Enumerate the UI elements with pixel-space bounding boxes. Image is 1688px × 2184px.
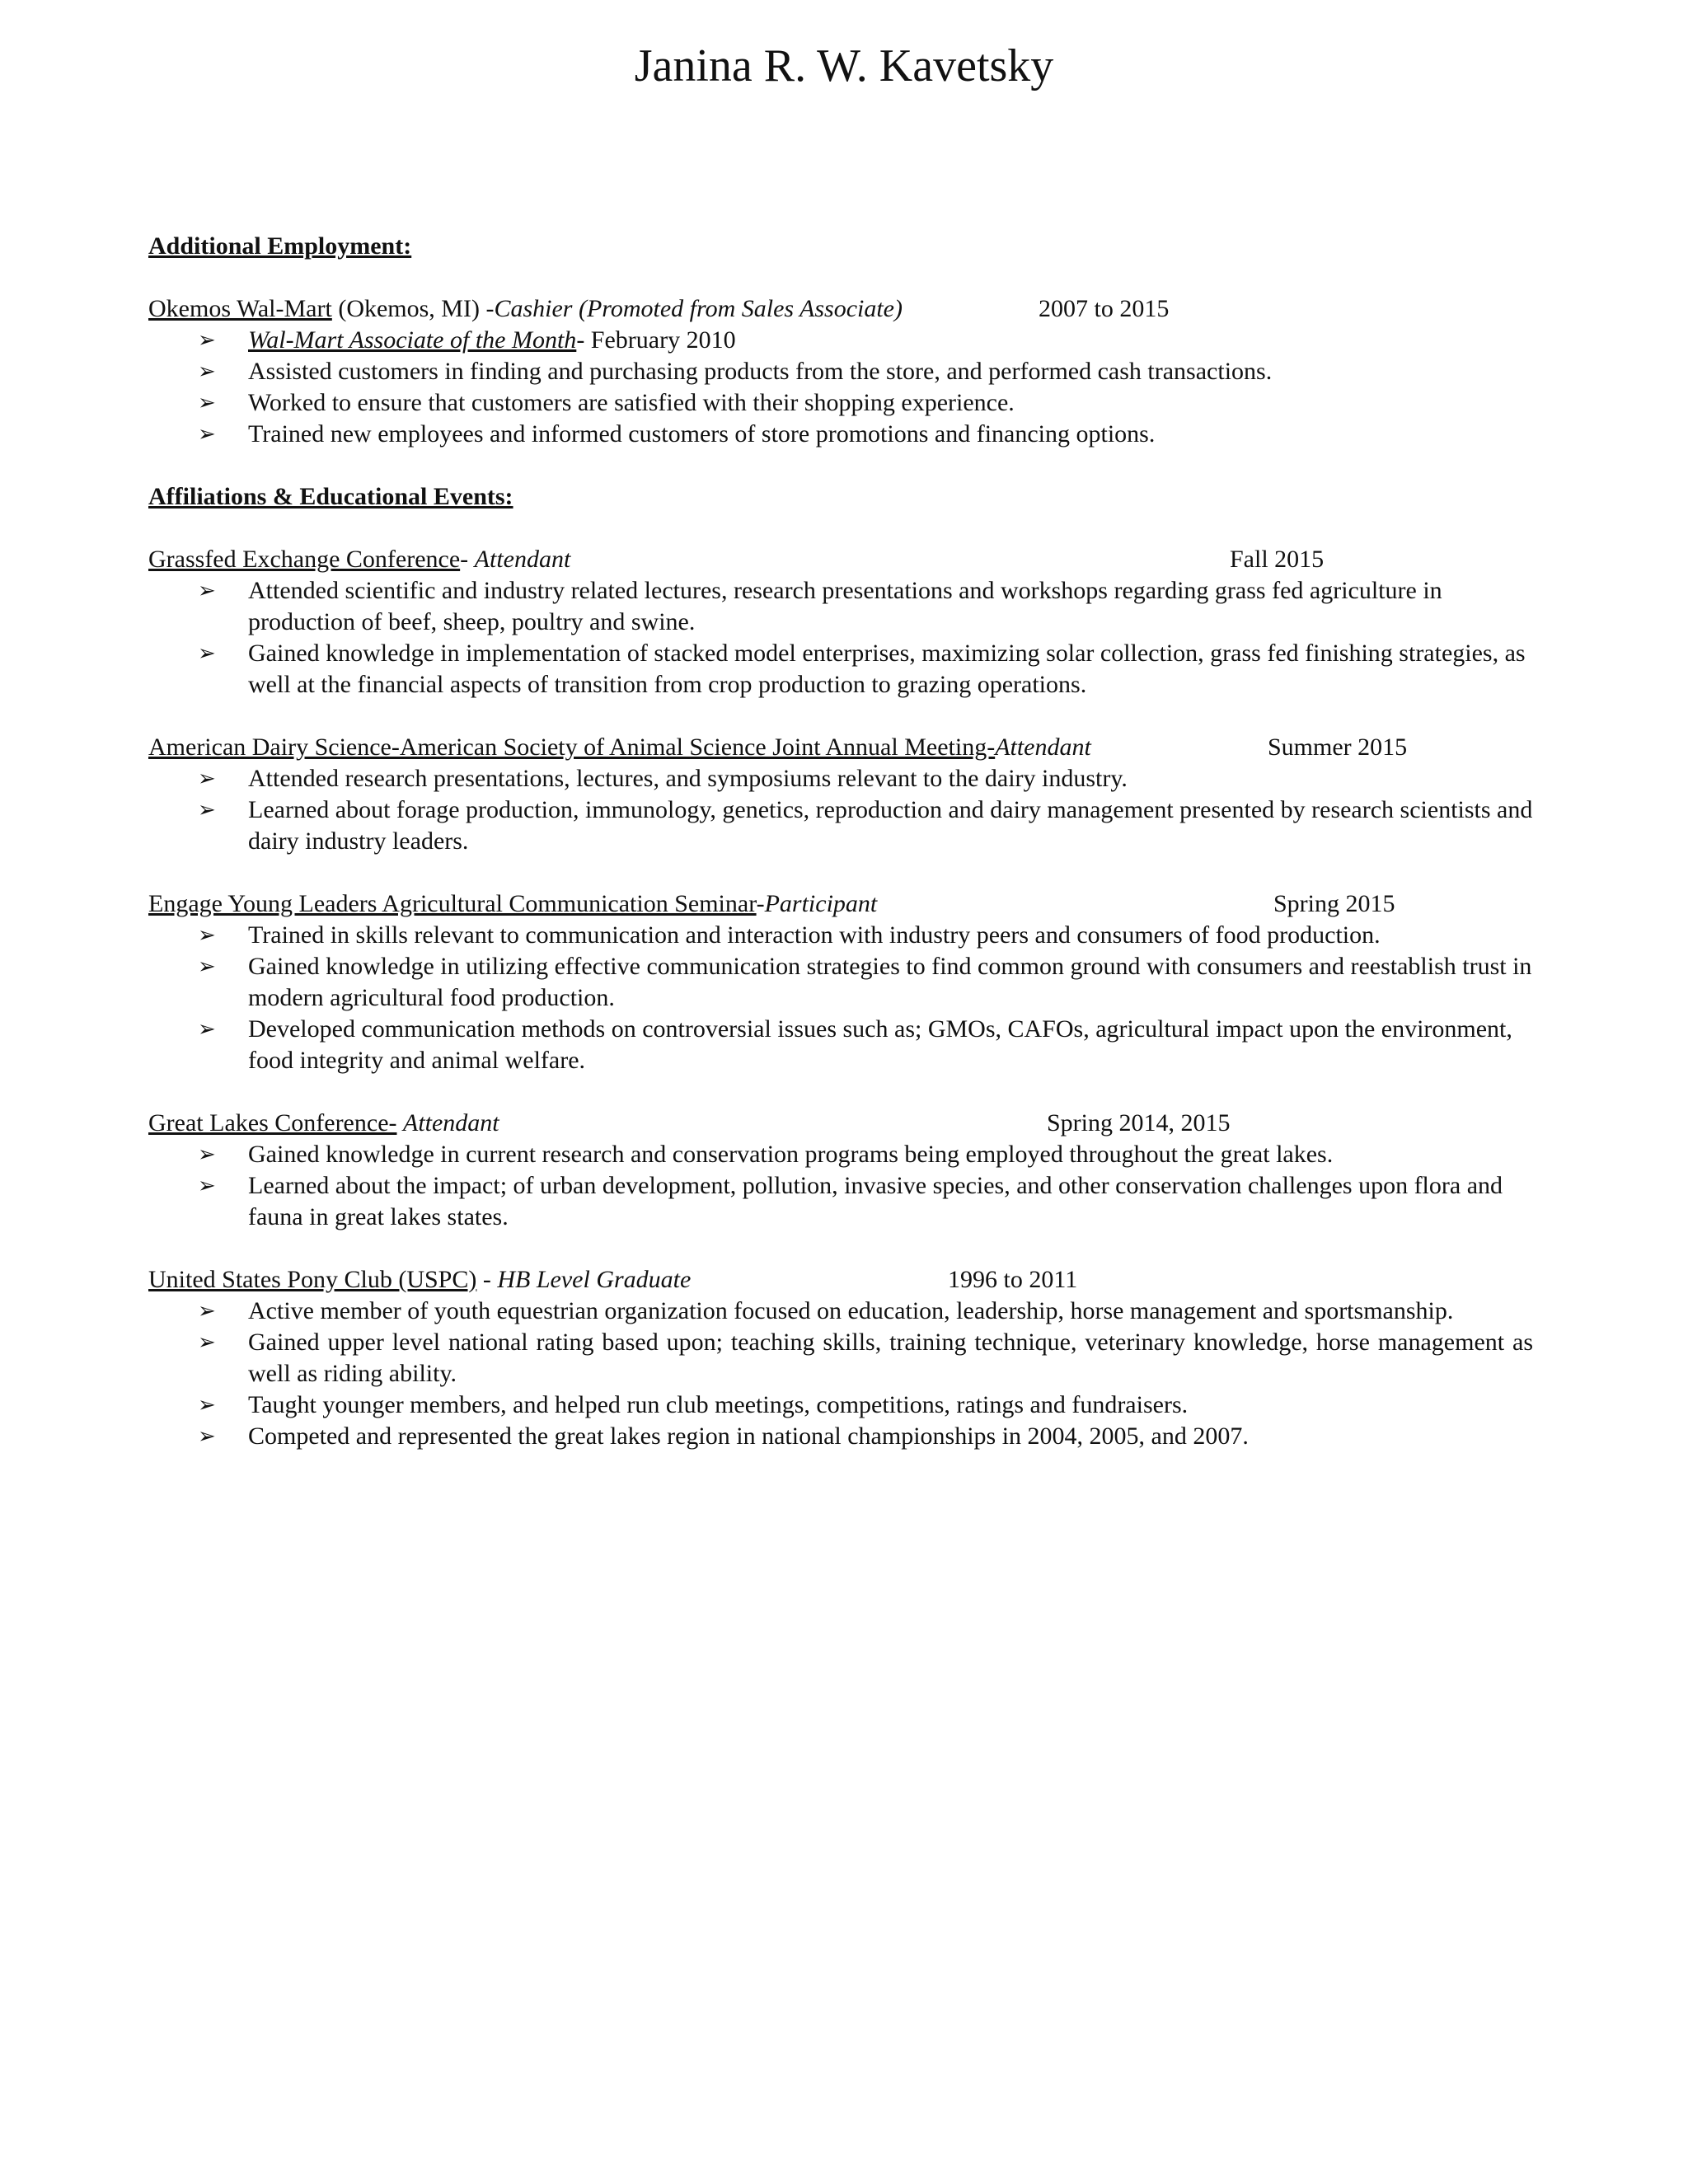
award-date: - February 2010 — [576, 326, 736, 354]
list-item — [148, 325, 1533, 356]
employer-location: (Okemos, MI) - — [331, 295, 495, 322]
arrowhead-bullet-icon: ➢ — [198, 954, 216, 979]
separator: - — [476, 1266, 498, 1293]
bullet-text: Trained new employees and informed customers of store promotions and financing options. — [248, 420, 1156, 448]
list-item — [148, 356, 1533, 387]
list-item — [148, 1014, 1533, 1076]
section-heading-employment: Additional Employment: — [148, 232, 412, 260]
bullet-list — [148, 575, 1533, 701]
event-role: Attendant — [403, 1109, 499, 1137]
arrowhead-bullet-icon: ➢ — [198, 328, 216, 353]
event-name: Grassfed Exchange Conference — [148, 546, 461, 573]
bullet-list — [148, 1139, 1533, 1233]
entry-dates: 1996 to 2011 — [948, 1266, 1078, 1293]
arrowhead-bullet-icon: ➢ — [198, 641, 216, 666]
entry-dates: Spring 2014, 2015 — [1047, 1109, 1231, 1137]
arrowhead-bullet-icon: ➢ — [198, 391, 216, 415]
list-item — [148, 763, 1533, 794]
list-item — [148, 794, 1533, 857]
bullet-text: Gained knowledge in utilizing effective communication strategies to find common ground with consumers and reestablish trust in modern agricultural food production. — [248, 953, 1532, 1011]
bullet-text: Assisted customers in finding and purchasing products from the store, and performed cash transactions. — [248, 358, 1273, 385]
event-role: Participant — [764, 890, 878, 917]
entry-dates: 2007 to 2015 — [1039, 295, 1170, 322]
entry-dates: Fall 2015 — [1230, 546, 1325, 573]
bullet-text: Active member of youth equestrian organization focused on education, leadership, horse management and sportsmanship. — [248, 1297, 1454, 1324]
employer-name: Okemos Wal-Mart — [148, 295, 332, 322]
section-heading-affiliations: Affiliations & Educational Events: — [148, 483, 513, 510]
entry-header — [148, 732, 1533, 763]
award-title: Wal-Mart Associate of the Month — [248, 326, 577, 354]
arrowhead-bullet-icon: ➢ — [198, 422, 216, 447]
bullet-text: Developed communication methods on controversial issues such as; GMOs, CAFOs, agricultural impact upon the environment, food integrity and animal welfare. — [248, 1015, 1512, 1074]
affiliation-entry-grassfed — [148, 544, 1533, 701]
entry-dates: Summer 2015 — [1268, 733, 1408, 761]
arrowhead-bullet-icon: ➢ — [198, 766, 216, 791]
arrowhead-bullet-icon: ➢ — [198, 1330, 216, 1355]
separator — [397, 1109, 404, 1137]
list-item — [148, 387, 1533, 419]
list-item — [148, 951, 1533, 1014]
bullet-text: Learned about the impact; of urban development, pollution, invasive species, and other conservation challenges upon flora and fauna in great lakes states. — [248, 1172, 1503, 1230]
bullet-text: Gained upper level national rating based upon; teaching skills, training technique, veterinary knowledge, horse management as well as riding ability. — [248, 1329, 1533, 1387]
arrowhead-bullet-icon: ➢ — [198, 1017, 216, 1042]
job-title: Cashier (Promoted from Sales Associate) — [494, 295, 903, 322]
arrowhead-bullet-icon: ➢ — [198, 1174, 216, 1198]
event-name: United States Pony Club (USPC) — [148, 1266, 477, 1293]
separator: - — [756, 890, 765, 917]
event-role: HB Level Graduate — [497, 1266, 692, 1293]
list-item — [148, 1296, 1533, 1327]
bullet-text: Gained knowledge in implementation of stacked model enterprises, maximizing solar collection, grass fed finishing strategies, as well at the financial aspects of transition from crop production to grazing operations. — [248, 640, 1526, 698]
bullet-list — [148, 763, 1533, 857]
bullet-text: Taught younger members, and helped run club meetings, competitions, ratings and fundraisers. — [248, 1391, 1189, 1418]
arrowhead-bullet-icon: ➢ — [198, 579, 216, 603]
list-item — [148, 1327, 1533, 1390]
bullet-text: Worked to ensure that customers are satisfied with their shopping experience. — [248, 389, 1015, 416]
affiliation-entry-uspc — [148, 1264, 1533, 1452]
bullet-text: Gained knowledge in current research and conservation programs being employed throughout the great lakes. — [248, 1141, 1334, 1168]
affiliation-entry-greatlakes — [148, 1108, 1533, 1233]
list-item — [148, 920, 1533, 951]
list-item — [148, 1170, 1533, 1233]
bullet-list — [148, 325, 1533, 450]
arrowhead-bullet-icon: ➢ — [198, 1299, 216, 1324]
bullet-text: Attended research presentations, lectures, and symposiums relevant to the dairy industry. — [248, 765, 1128, 792]
arrowhead-bullet-icon: ➢ — [198, 1393, 216, 1418]
page-title: Janina R. W. Kavetsky — [634, 40, 1054, 91]
arrowhead-bullet-icon: ➢ — [198, 798, 216, 823]
list-item — [148, 1390, 1533, 1421]
arrowhead-bullet-icon: ➢ — [198, 1424, 216, 1449]
list-item — [148, 1421, 1533, 1452]
entry-header — [148, 888, 1533, 920]
employment-entry-walmart — [148, 293, 1533, 450]
event-role: Attendant — [995, 733, 1091, 761]
list-item — [148, 638, 1533, 701]
arrowhead-bullet-icon: ➢ — [198, 359, 216, 384]
entry-header — [148, 1108, 1533, 1139]
bullet-list — [148, 1296, 1533, 1452]
entry-header — [148, 544, 1533, 575]
entry-dates: Spring 2015 — [1273, 890, 1395, 917]
affiliation-entry-engage — [148, 888, 1533, 1076]
list-item — [148, 419, 1533, 450]
bullet-text: Trained in skills relevant to communication and interaction with industry peers and consumers of food production. — [248, 921, 1381, 949]
event-name: Great Lakes Conference- — [148, 1109, 397, 1137]
list-item — [148, 1139, 1533, 1170]
event-name: American Dairy Science-American Society of Animal Science Joint Annual Meeting- — [148, 733, 996, 761]
resume-body — [148, 231, 1533, 1452]
bullet-text: Competed and represented the great lakes region in national championships in 2004, 2005, and 2007. — [248, 1422, 1249, 1450]
bullet-list — [148, 920, 1533, 1076]
list-item — [148, 575, 1533, 638]
entry-header — [148, 293, 1533, 325]
event-name: Engage Young Leaders Agricultural Communication Seminar — [148, 890, 757, 917]
arrowhead-bullet-icon: ➢ — [198, 1142, 216, 1167]
separator: - — [460, 546, 475, 573]
affiliation-entry-adsa — [148, 732, 1533, 857]
bullet-text: Learned about forage production, immunology, genetics, reproduction and dairy management presented by research scientists and dairy industry leaders. — [248, 796, 1533, 855]
event-role: Attendant — [474, 546, 571, 573]
entry-header — [148, 1264, 1533, 1296]
arrowhead-bullet-icon: ➢ — [198, 923, 216, 948]
bullet-text: Attended scientific and industry related lectures, research presentations and workshops regarding grass fed agriculture in production of beef, sheep, poultry and swine. — [248, 577, 1442, 635]
